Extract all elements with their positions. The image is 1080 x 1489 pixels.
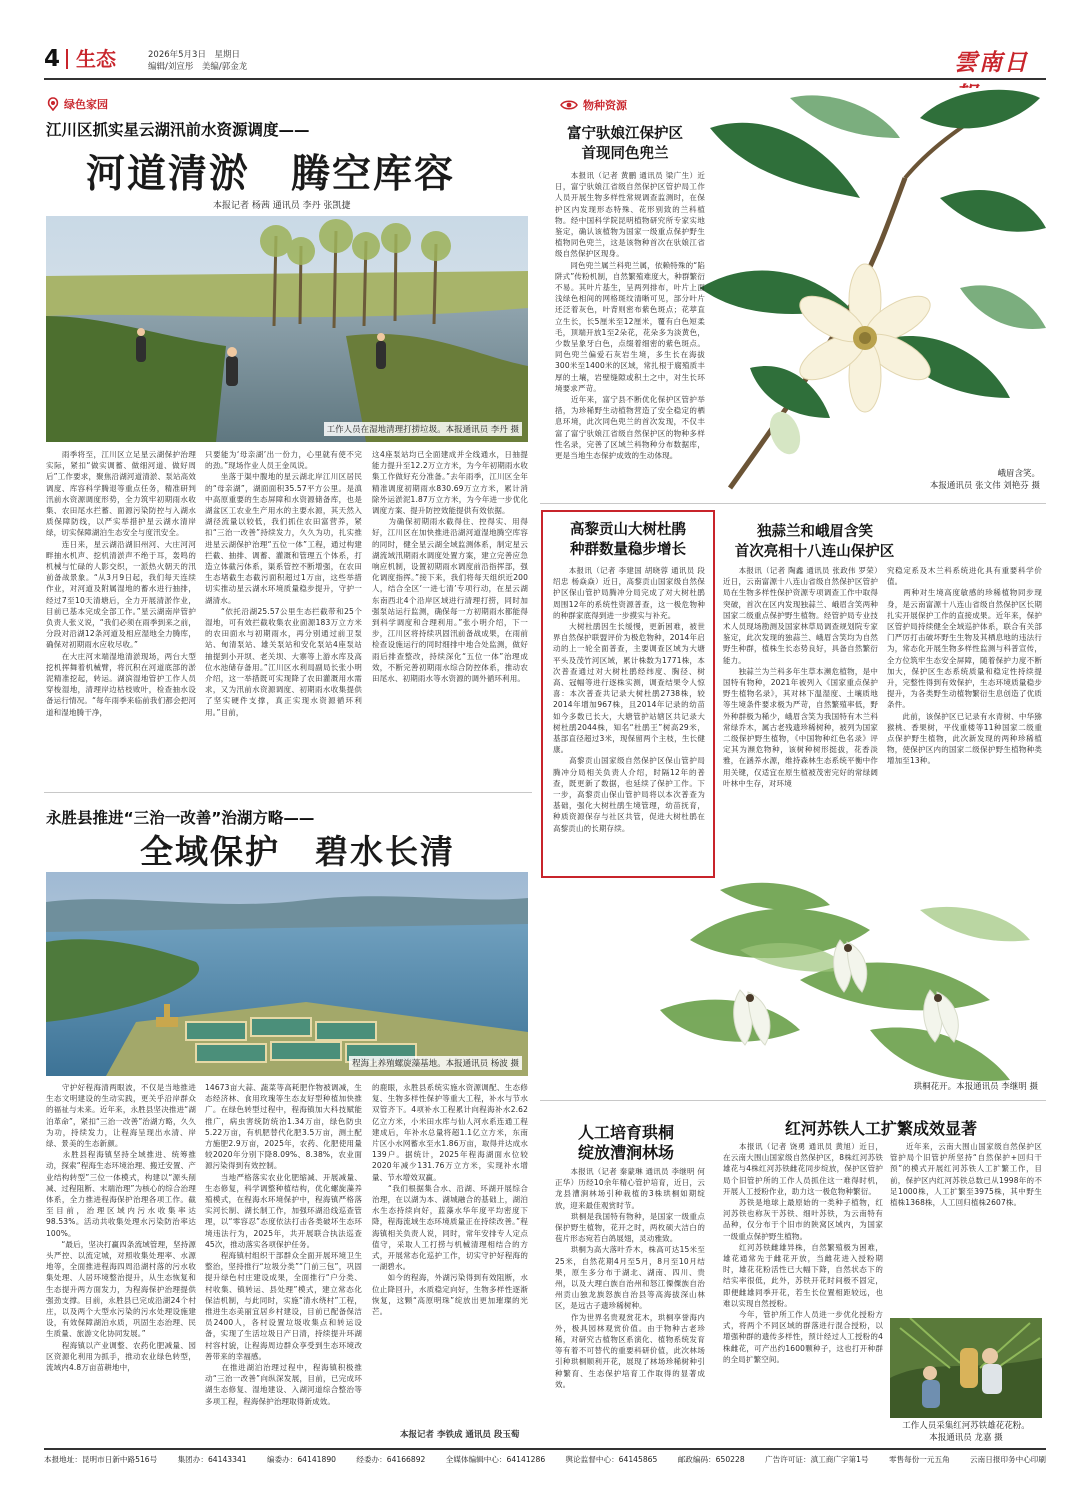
- article2-column-3: 的鹿眼，永胜县系统实施水资源调配、生态修复、生物多样性保护等重大工程，补水与节水双管齐下。4项补水工程累计向程海补水2.62亿立方米，小米田水库与仙人河水系连通工程建成后，年补水总量将超1.1亿立方米，东南片区小水网蓄水至水1.86万亩，取得并达成水139户。据统计，2025年程海湖面水位较2020年减少131.76万立方米，实现补水增量、节水增效双赢。 “我们根据集合水、沿湖、环湖开展综合治理，在以湖为本、湖城融合的基础上，湖泊水生态持续向好，蓝藻水华年度平均密度下降，程海流域生态环境质量正在持续改善。”程海镇相关负责人说，同时，常年安排专人定点值守，采取人工打捞与机械清理相结合的方式，开展常态化巡护工作，切实守护好程海的一湖碧水。 如今的程海，外湖污染得到有效阻断，水位止降回升，水质稳定向好，生物多样性逐渐恢复，这颗“高原明珠”绽放出更加璀璨的光芒。: [372, 1083, 528, 1317]
- footer-ad-license: 广告许可证：滇工商广字第1号: [765, 1455, 869, 1464]
- masthead-logo: 雲南日: [954, 49, 1029, 76]
- column-tag-label: 绿色家园: [64, 98, 108, 111]
- article1-photo-wetland-cleanup: [46, 216, 528, 442]
- article6-body: 本报讯（记者 秦蒙琳 通讯员 李继明 何正华）历经10余年精心管护培育，近日，云龙县漕涧林场引种栽植的3株珙桐如期绽放，迎来最佳观赏时节。 珙桐是我国特有物种，是国家一级重点保护野生植物，花开之时，两枚硕大洁白的苞片形态宛若白鸽展翅，灵动雅致。 珙桐为高大落叶乔木，株高可达15米至25米，自然花期4月至5月，8月至10月结果，原生多分布于湖北、湖南、四川、贵州，以及大理白族自治州和怒江傈僳族自治州贡山独龙族怒族自治县等高海拔深山林区，是远古子遗珍稀树种。 作为世界名贵观赏花木，珙桐享誉海内外，极具园林观赏价值。由于物种古老珍稀，对研究古植物区系演化、植物系统发育等有着不可替代的重要科研价值，此次林场引种珙桐顺利开花，展现了林场珍稀树种引种繁育、生态保护培育工作取得的显著成效。: [555, 1167, 705, 1389]
- article4-title-line1: 高黎贡山大树杜鹃: [570, 522, 686, 538]
- editors-line: 编辑/刘宣彤 美编/郭金龙: [148, 62, 248, 72]
- header-divider-bar: [66, 49, 68, 69]
- article5-title-line1: 独蒜兰和峨眉含笑: [757, 524, 873, 540]
- article1-column-3: 这4座泵站均已全面建成并全线通水，日抽提能力提升至12.2万立方米，为今年初期雨水收集工作做好充分准备。”去年雨季，江川区全年精准调度初期雨水830.69万立方米，累计消除外运淤泥1.87万立方米，为今年进一步优化调度方案、提升防控效能提供有效依据。 为确保初期雨水截得住、控得实、用得好，江川区在加快推进沿湖河道湿地腾空库容的同时，健全星云湖全域监测体系，制定星云湖流域汛期雨水调度处置方案，建立完善应急响应机制，设置初期雨水调度前沿指挥部，强化调度指挥。”接下来，我们将每天组织近200人，结合全区‘一进七清’专项行动，在星云湖东南西北4个沿岸区域进行清理打捞，同时加强泵站运行监测，确保每一方初期雨水都能得到科学调度和合理利用。”张小明介绍，下一步，江川区将持续巩固汛前备战成果，在雨前检查设施运行的同时细排中地合处监测，做好雨后排查整改，持续深化“五位一体”治理成效，不断完善初期雨水综合防控体系，推动农田尾水、初期雨水等水资源的调外循环利用。: [372, 450, 528, 684]
- footer-postcode: 邮政编码：650228: [677, 1455, 745, 1464]
- eye-icon: [560, 99, 578, 111]
- column-tag-green-home: [46, 96, 108, 112]
- article3-bottom-rule: [540, 503, 1046, 504]
- footer-printer: 云南日报印务中心印刷: [970, 1455, 1046, 1464]
- magnolia-photo-emei-hanxiao: [690, 88, 1046, 498]
- article1-bottom-rule: [44, 792, 532, 793]
- footer-business-office: 经委办：64166892: [356, 1455, 426, 1464]
- footer-bar: [44, 1454, 1046, 1465]
- article5-title-line2: 首次亮相十八连山保护区: [734, 544, 895, 560]
- cycad-pollen-photo: [890, 1318, 1042, 1418]
- header-rule: [44, 78, 1046, 80]
- footer-address: 本报地址：昆明市日新中路516号: [44, 1455, 158, 1464]
- dove-tree-photo-caption: 珙桐花开。本报通讯员 李继明 摄: [913, 1082, 1038, 1092]
- article2-photo-caption: 程海上养殖螺旋藻基地。本报通讯员 杨波 摄: [349, 1056, 522, 1070]
- footer-editorial-office: 编委办：64141890: [266, 1455, 336, 1464]
- article1-column-1: 雨季将至，江川区立足星云湖保护治理实际，紧扣“做实调蓄、做细河道、做好周后”工作要求，聚焦沿湖河道清淤、泵站高效调度、库容科学腾退等重点任务，精准研判汛前水资源调度形势，全力筑牢初期雨水收集、农田尾水拦蓄、面源污染防控与入湖水质保障防线，以严实举措护星云湖水清岸绿，切实保障湖泊生态安全与度汛安全。 连日来，星云湖沿湖旧州河、大庄河河畔抽水机声、挖机清淤声不绝于耳，轰鸣的机械与忙碌的人影交织，一派热火朝天的汛前备战景象。“从3月9日起，我们每天连续作业，对河道及附属湿地的蓄水进行抽排，经过7至10天清塘后，全力开展清淤作业，目前已基本完成全部工作。”星云湖南岸管护负责人张义说，“我们必须在雨季到来之前，分段对沿湖12条河道及相应湿地全力腾库，确保对初期雨水应收尽收。” 在大庄河末端湿地清淤现场，两台大型挖机挥舞着机械臂，将沉积在河道底部的淤泥精准挖起，转运。湖滨湿地管护工作人员穿梭湿地，清理岸边枯枝败叶，检查抽水设备运行情况。“每年雨季来临前我们都会把河道和湿地腾干净，: [46, 450, 196, 717]
- footer-group-office: 集团办：64143341: [177, 1455, 247, 1464]
- article2-title: 全域保护 碧水长清: [140, 832, 455, 871]
- article5-column-2: 究稳定系及木兰科系统进化具有重要科学价值。 两种对生境高度敏感的珍稀植物同步现身，是云南富源十八连山省级自然保护区长期扎实开展保护工作的直接成果。近年来，保护区管护局持续健全全域巡护体系，联合有关部门严厉打击破坏野生生物及其栖息地的违法行为，常态化开展生物多样性监测与科普宣传，全方位筑牢生态安全屏障，随着保护力度不断加大，保护区生态系统质量和稳定性持续提升，完整性得到有效保护，生态环境质量稳步提升，为各类野生动植物繁衍生息创造了优质条件。 此前，该保护区已记录有水青树、中华猕猴桃、香果树，平伐重楼等11种国家二级重点保护野生植物，此次新发现的两种珍稀植物，使保护区内的国家二级保护野生植物种类增加至13种。: [887, 566, 1042, 766]
- article4-title-line2: 种群数量稳步增长: [570, 542, 686, 558]
- article3-title-line2: 首现同色兜兰: [581, 146, 669, 162]
- article3-title-line1: 富宁驮娘江保护区: [567, 126, 683, 142]
- footer-rule: [44, 1448, 1046, 1450]
- article2-kicker: 永胜县推进“三治一改善”治湖方略——: [46, 809, 315, 827]
- footer-price: 零售每份一元五角: [888, 1455, 950, 1464]
- article1-kicker: 江川区抓实星云湖汛前水资源调度——: [46, 121, 310, 139]
- mid-right-rule: [540, 1100, 1046, 1101]
- article5-column-1: 本报讯（记者 陶鑫 通讯员 张政伟 罗荣）近日，云南富源十八连山省级自然保护区管护局在生物多样性保护资源专项调查工作中取得突破，首次在区内发现独蒜兰、峨眉含笑两种国家二级重点保护野生植物。经管护局专业技术人员现场勘测及国家林草局调查规划院专家鉴定，此次发现的独蒜兰、峨眉含笑均为自然野生种群，植株生长态势良好，具备自然繁衍能力。 独蒜兰为兰科多年生草本濒危植物，是中国特有物种，2021年被列入《国家重点保护野生植物名录》，其对林下温湿度、土壤质地等生境条件要求极为严苛，自然繁殖率低，野外种群极为稀少，峨眉含笑为我国特有木兰科常绿乔木，属古老残遗珍稀树种，被列为国家二级保护野生植物，《中国物种红色名录》评定其为濒危物种，该树种树形挺拔，花香淡雅，在涵养水源，维持森林生态系统平衡中作用关键，仅适宜在原生植被茂密完好的常绿阔叶林中生存，对环境: [723, 566, 878, 788]
- article2-photo-chenghai-lake: [46, 872, 528, 1076]
- article2-column-1: 守护好程海清两眼波，不仅是当地推进生态文明建设的生动实践，更关乎沿岸群众的福祉与未来。近年来，永胜县坚决推进“湖泊革命”，紧扣“三治一改善”治湖方略，久久为功，持续发力，让程海呈现出水清、岸绿、景美的生态新颜。 永胜县程海镇坚持全域推进、统筹推动，探索“程海生态环境治理、搬迁安置、产业结构转型”三位一体模式，构建以“源头削减、过程阻断、末端治理”为核心的综合治理体系，全力推进程海保护治理各项工作。截至目前，治理区域内污水收集率达98.53%。活动共收集处理水污染防治率达100%。 “最后，坚决打赢四条流域管理，坚持源头严控、以流定城，对照收集处理率、水源地等，全面推进程海四周沿湖村落的污水收集处理、人居环境整治提升，从生态恢复和生态提升两方面发力，为程海保护治理提供强劲支撑。目前，永胜县已完成沿湖24个村庄，以及两个大型水污染的污水处理设施建设，有效保障湖泊水质，巩固生态治理、民生质量、旅游文化协同发展。” 程海镇以产业调整、农药化肥减量、园区资源化利用为抓手，推动农业绿色转型，流域内4.8万亩苗耕地中，: [46, 1083, 196, 1373]
- article6-title-line1: 人工培育珙桐: [577, 1123, 674, 1142]
- column-tag-label: 物种资源: [583, 99, 627, 112]
- page-number: 4: [44, 46, 61, 72]
- column-tag-species: [560, 97, 627, 113]
- footer-media-center: 全媒体编辑中心：64141286: [445, 1455, 546, 1464]
- section-name: 生态: [76, 47, 116, 71]
- article1-byline: 本报记者 杨茜 通讯员 李丹 张凯捷: [213, 201, 351, 211]
- article2-column-2: 14673亩大蒜、蔬菜等高耗肥作物被调减，生态经济林、食用玫瑰等生态友好型种植加快推广。在绿色转型过程中，程海镇加大科技赋能推广，病虫害统防统治1.34万亩，绿色防虫5.22万亩，有机肥替代化肥3.5万亩，测土配方施肥2.9万亩，2025年，农药、化肥使用量较2020年分别下降8.09%、8.38%，农业面源污染得到有效控制。 当地严格落实农业化肥缩减、开展减量、生态修复，科学调整种植结构，优化螺旋藻养殖模式，在程海水环境保护中，程海镇严格落实河长制、湖长制工作，加强环湖沿线巡查管理，以“零容忍”态度依法打击各类破坏生态环境违法行为，2025年，共开展联合执法巡查45次，推动落实各项保护任务。 程海镇村组织干部群众全面开展环境卫生整治，坚持推行“垃圾分类”“门前三包”，巩固提升绿色村庄建设成果，全面推行“户分类、村收集、镇转运、县处理”模式，建立常态化保洁机制，与此同时，实施“清水绕村”工程，推进生态美丽宜居乡村建设，目前已配备保洁员2400人，各村设置垃圾收集点和转运设备，实现了生活垃圾日产日清，持续提升环湖村容村貌，让程海周边群众享受到生态环境改善带来的幸福感。 在推进湖泊治理过程中，程海镇积极推动“三治一改善”向纵深发展，目前，已完成环湖生态修复、湿地建设、入湖河道综合整治等多项工程，程海保护治理取得新成效。: [205, 1083, 362, 1406]
- article6-title-line2: 绽放漕涧林场: [577, 1143, 674, 1162]
- article1-title: 河道清淤 腾空库容: [86, 152, 456, 197]
- leaf-pin-icon: [46, 97, 60, 111]
- article3-body: 本报讯（记者 黄鹏 通讯员 梁广生）近日，富宁驮娘江省级自然保护区管护局工作人员开展生物多样性常规调查监测时，在保护区内发现形态特殊、花形别致的兰科植物。经中国科学院昆明植物研究所专家实地鉴定，确认该植物为国家一级重点保护野生植物同色兜兰，这是该物种首次在驮娘江省级自然保护区现身。 同色兜兰属兰科兜兰属，依赖特殊的“陷阱式”传粉机制，自然繁殖难度大，种群繁衍不易。其叶片基生，呈两列排布，叶片上面浅绿色相间的网格斑纹清晰可见，部分叶片还泛着灰色，叶背则密布紫色斑点；花葶直立生长，长5厘米至12厘米，覆有白色短柔毛，顶端开放1至2朵花，花朵多为淡黄色，少数呈象牙白色，点缀着细密的紫色斑点。同色兜兰偏爱石灰岩生境，多生长在海拔300米至1400米的区域，常扎根于腐殖质丰厚的土壤，岩壁缝隙或积土之中，对生长环境要求严苛。 近年来，富宁县不断优化保护区管护举措，为珍稀野生动植物营造了安全稳定的栖息环境，此次同色兜兰的首次发现，不仅丰富了富宁驮娘江省级自然保护区的物种多样性名录，完善了区域兰科物种分布数据库，更是当地生态保护成效的生动体现。: [555, 171, 705, 461]
- article7-column-2: 近年来，云南大围山国家级自然保护区管护局个旧管护所坚持“自然保护+回归干预”的模式开展红河苏铁人工扩繁工作，目前，保护区内红河苏铁总数已从1998年的不足1000株，人工扩繁至3975株，其中野生植株1368株，人工回归植株2607株。: [890, 1142, 1042, 1208]
- issue-date: 2026年5月3日 星期日: [148, 50, 240, 60]
- article4-body: 本报讯（记者 李建国 胡晓蓉 通讯员 段绍忠 杨焱焱）近日，高黎贡山国家级自然保护区保山管护局腾冲分局完成了对大树杜鹃周围12年的系统性资源普查，这一极危物种的种群家底得到进一步摸实与补充。 大树杜鹃因生长缓慢，更新困难，被世界自然保护联盟评价为极危物种，2014年启动的上一轮全面普查，主要调查区域为大塘平头及茂竹河区域，累计株数为1771株，本次普查通过对大树杜鹃经纬度、胸径、树高、冠幅等进行逐株实测，调查结果令人惊喜：本次普查共记录大树杜鹃2738株，较2014年增加967株，且2014年记录的幼苗如今多数已长大，大塘管护站辖区共记录大树杜鹃2044株，知名“杜鹃王”树高29米，基部直径超过3米，现保留两个主枝，生长健康。 高黎贡山国家级自然保护区保山管护局腾冲分局相关负责人介绍，时隔12年的普查，既更新了数据，也延续了保护工作。下一步，高黎贡山保山管护局将以本次普查为基础，强化大树杜鹃生境管理，幼苗抚育，种质资源保存与社区共管，促进大树杜鹃在高黎贡山的长期存续。: [553, 566, 705, 833]
- article1-photo-caption: 工作人员在湿地清理打捞垃圾。本报通讯员 李丹 摄: [324, 422, 522, 436]
- article1-column-2: 只要能为‘母亲湖’出一份力，心里就有使不完的劲。”现场作业人员王金凤说。 坐落于渠中腹地的星云湖北岸江川区居民的“母亲湖”，湖面面积35.57平方公里。是滇中高原重要的生态屏障和水资源储备库，也是湖盆区工农业生产用水的主要水源，其天然入湖径流量以较低，我们抓住农田富营养，紧扣“三治一改善”持续发力，久久为功，扎实推进星云湖保护治理“五位一体”工程，通过构建拦截、抽排、调蓄、灌溉和管理五个体系，打造立体截污体系，渠系管控不断增强，在农田生态堵截生态截污面积超过1万亩，这些举措切实推动星云湖水环境质量稳步提升，守护一湖清水。 “依托沿湖25.57公里生态拦截带和25个湿地，可有效拦截收集农业面源183万立方米的农田面水与初期雨水，再分别通过前卫泵站、甸清泵站、雄关泵站和安化泵站4座泵站抽提到小开坝、老关坝、大寨等上游水库及高位水池储存备用。”江川区水利局副局长张小明介绍，这一举措既可实现降了农田灌溉用水需求，又为汛前水资源调度、初期雨水收集提供了坚实硬件支撑，真正实现水资源循环利用。”目前，: [205, 450, 362, 717]
- magnolia-photo-caption: 峨眉含笑。 本报通讯员 张文伟 刘艳芬 摄: [929, 469, 1040, 491]
- page-header: [44, 46, 1044, 76]
- article7-column-1: 本报讯（记者 饶勇 通讯员 黄旭）近日，在云南大围山国家级自然保护区，8株红河苏铁雄花与4株红河苏铁雌花同步绽放，保护区管护局个旧管护所的工作人员抓住这一难得时机，开展人工授粉作业，助力这一极危物种繁衍。 苏铁是地球上最原始的一类种子植物，红河苏铁也称灰干苏铁、细叶苏铁，为云南特有品种，仅分布于个旧市的陕窝区域内，为国家一级重点保护野生植物。 红河苏铁雌雄异株，自然繁殖极为困难，雄花通常先于雌花开放，当雌花进入授粉期时，雄花花粉活性已大幅下降，自然状态下的结实率很低，此外，苏铁开花时间极不固定，即便雌雄同季开花，若生长位置相距较远，也难以实现自然授粉。 今年，管护所工作人员进一步优化授粉方式，将两个不同区域的群落进行混合授粉，以增强种群的遗传多样性，预计经过人工授粉的4株雌花，可产出约1600颗种子，这也打开种群的全局扩繁空间。: [723, 1142, 883, 1364]
- dove-tree-photo: [540, 880, 1046, 1098]
- article7-title: 红河苏铁人工扩繁成效显著: [784, 1119, 977, 1138]
- article6-byline: 本报记者 李铁成 通讯员 段玉萄: [400, 1430, 520, 1440]
- cycad-photo-caption: 工作人员采集红河苏铁雄花花粉。 本报通讯员 龙嘉 摄: [902, 1421, 1030, 1443]
- footer-supervision-center: 舆论监督中心：64145865: [565, 1455, 658, 1464]
